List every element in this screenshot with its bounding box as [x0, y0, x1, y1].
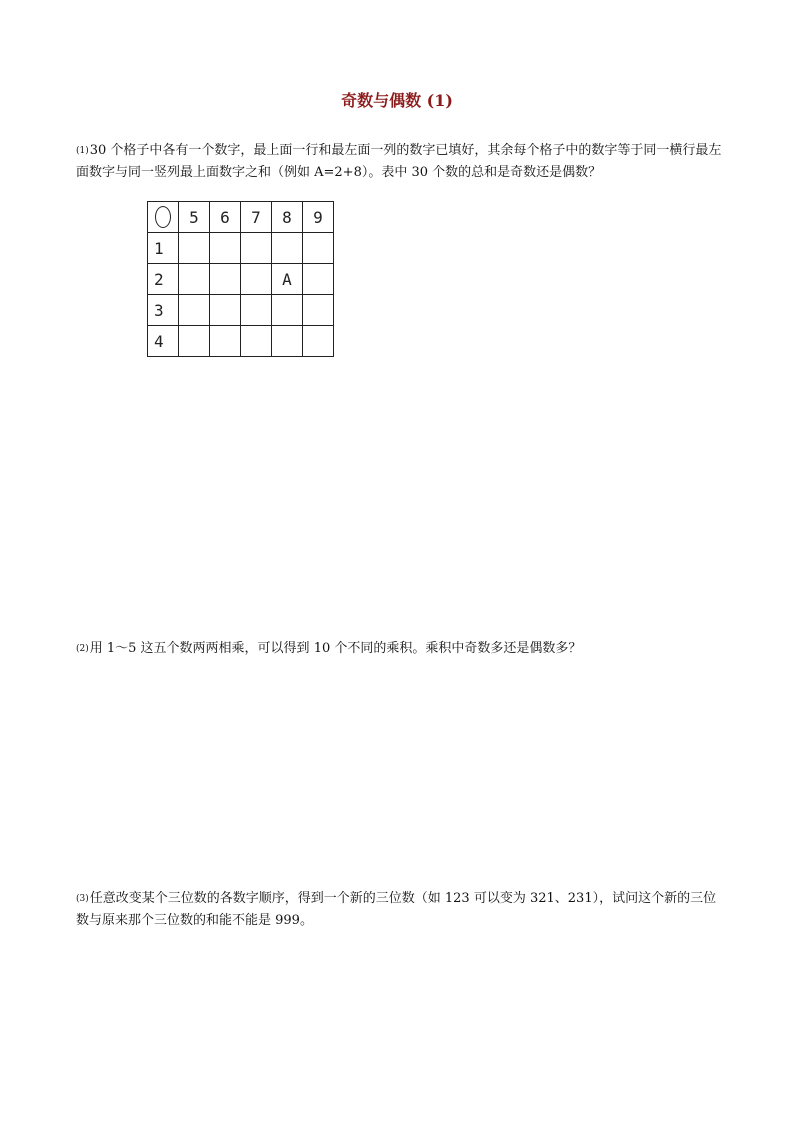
grid-row	[148, 326, 334, 357]
question-3-number: (3)	[76, 894, 89, 904]
page-title: 奇数与偶数 (1)	[341, 91, 453, 110]
grid-cell	[303, 233, 334, 264]
grid-row	[148, 295, 334, 326]
grid-cell	[210, 295, 241, 326]
grid-cell	[272, 295, 303, 326]
question-1-text: 30 个格子中各有一个数字，最上面一行和最左面一列的数字已填好，其余每个格子中的数字等于同一横行最左面数字与同一竖列最上面数字之和（例如 A=2+8）。表中 30 个数的总和是奇数还是偶数？	[76, 143, 722, 180]
grid-cell	[179, 233, 210, 264]
grid-cell	[210, 264, 241, 295]
grid-row	[148, 264, 334, 295]
question-1-number: (1)	[76, 146, 89, 156]
grid-cell	[303, 264, 334, 295]
grid-cell	[210, 326, 241, 357]
grid-header-cell: 6	[210, 202, 241, 233]
question-1	[76, 140, 724, 183]
grid-row	[148, 233, 334, 264]
grid-cell	[179, 264, 210, 295]
grid-cell	[179, 326, 210, 357]
grid-cell	[303, 326, 334, 357]
grid-cell	[272, 233, 303, 264]
question-2-text: 用 1～5 这五个数两两相乘，可以得到 10 个不同的乘积。乘积中奇数多还是偶数多？	[89, 641, 582, 656]
grid-cell	[303, 295, 334, 326]
grid-left-cell: 2	[148, 264, 179, 295]
grid-corner-cell	[148, 202, 179, 233]
grid-cell	[210, 233, 241, 264]
grid-cell	[241, 326, 272, 357]
grid-cell	[179, 295, 210, 326]
grid-cell	[241, 233, 272, 264]
grid-cell	[272, 326, 303, 357]
question-2-number: (2)	[76, 644, 89, 654]
grid-cell	[241, 295, 272, 326]
grid-header-cell: 9	[303, 202, 334, 233]
grid-header-cell: 8	[272, 202, 303, 233]
grid-cell-a: A	[272, 264, 303, 295]
grid-left-cell: 4	[148, 326, 179, 357]
question-3-text: 任意改变某个三位数的各数字顺序，得到一个新的三位数（如 123 可以变为 321、231），试问这个新的三位数与原来那个三位数的和能不能是 999。	[76, 891, 717, 928]
grid-left-cell: 1	[148, 233, 179, 264]
grid-header-cell: 5	[179, 202, 210, 233]
grid-header-cell: 7	[241, 202, 272, 233]
oval-icon	[155, 206, 171, 228]
grid-header-row	[148, 202, 334, 233]
grid-cell	[241, 264, 272, 295]
number-grid	[147, 201, 334, 357]
grid-left-cell: 3	[148, 295, 179, 326]
question-3	[76, 888, 724, 931]
question-2	[76, 638, 724, 660]
